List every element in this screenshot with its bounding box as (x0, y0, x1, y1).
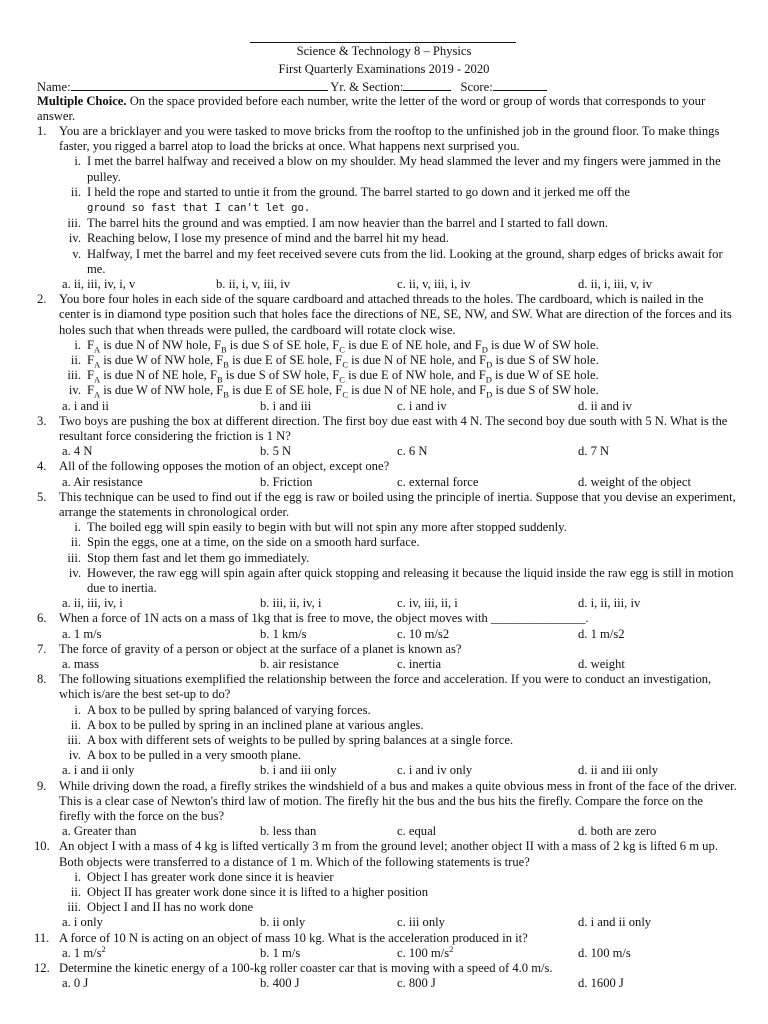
choice-c: c. 100 $m/s^2$ (397, 943, 454, 960)
question-12 (34, 961, 737, 976)
instructions (37, 94, 737, 124)
question-number: 3. (37, 413, 47, 428)
question-text: This technique can be used to find out if the egg is raw or boiled using the principle of inertia. Suppose that you devise an experiment, arrange the statements in chronological order. (59, 489, 736, 520)
choice-b: b. i and iii (260, 398, 312, 413)
question-number: 10. (34, 839, 50, 854)
choice-c: c. i and iv only (397, 763, 473, 778)
statement: iii. $F_A$ is due N of NE hole, $F_B$ is due S of SW hole, $F_C$ is due E of NW hole, and $F_D$ is due W of SE hole. (67, 368, 599, 385)
question-text: An object I with a mass of 4 kg is lifted vertically 3 m from the ground level; another object II with a mass of 2 kg is lifted 6 m up. Both objects were transferred to a distance of 1 m. Which of the following statements is true? (59, 839, 718, 869)
choice-a: a. mass (62, 657, 100, 672)
choices (37, 444, 737, 459)
choices (37, 627, 737, 642)
name-blank[interactable] (71, 79, 328, 91)
question-text: When a force of 1N acts on a mass of 1kg that is free to move, the object moves with _______________. (59, 611, 589, 626)
question-text: You bore four holes in each side of the square cardboard and attached threads to the holes. The cardboard, which is nailed in the center is in diamond type position such that holes face the directions of NE, SE, NW, and SW. What are direction of the forces and its holes such that when threads were pulled, the cardboard will rotate clock wise. (59, 292, 732, 337)
statement: iv. However, the raw egg will spin again after quick stopping and releasing it because the liquid inside the raw egg is still in motion due to inertia. (68, 565, 734, 596)
question-text: The following situations exemplified the relationship between the force and acceleration. If you were to conduct an investigation, which is/are the best set-up to do? (59, 672, 712, 702)
question-11 (34, 930, 737, 946)
question-text: A force of 10 N is acting on an object of mass 10 kg. What is the acceleration produced in it? (59, 930, 528, 945)
choice-d: d. ii and iv (578, 398, 632, 413)
choice-b: b. less than (260, 824, 317, 839)
statement: i. The boiled egg will spin easily to begin with but will not spin any more after stopped suddenly. (74, 520, 567, 535)
statement: v. Halfway, I met the barrel and my feet received severe cuts from the lid. Looking at the ground, sharp edges of bricks await for me. (72, 246, 723, 276)
statement: i. A box to be pulled by spring balanced of varying forces. (74, 702, 371, 717)
question-2 (37, 292, 737, 338)
choice-c: c. 6 N (397, 444, 428, 459)
choice-c: c. ii, v, iii, i, iv (397, 277, 471, 292)
question-number: 6. (37, 611, 47, 626)
top-rule (250, 42, 516, 43)
statement: ii. I held the rope and started to untie it from the ground. The barrel started to go down and it jerked me off the ground so fast that I can't let go. (70, 184, 631, 215)
choice-a: a. ii, iii, iv, i (62, 596, 123, 611)
question-text: While driving down the road, a firefly strikes the windshield of a bus and makes a quite obvious mess in front of the face of the driver. This is a clear case of Newton's third law of motion. The firefly hit the bus and the bus hits the firefly. Compare the force on the firefly with the force on the bus? (59, 778, 737, 824)
statement: iv. A box to be pulled in a very smooth plane. (68, 748, 302, 763)
name-label: Name: (37, 80, 71, 94)
choice-b: b. 1 km/s (260, 626, 307, 641)
question-text: All of the following opposes the motion of an object, except one? (59, 459, 390, 474)
choices (37, 915, 737, 930)
choice-d: d. i and ii only (578, 915, 652, 930)
score-label: Score: (460, 80, 493, 94)
choice-c: c. external force (397, 474, 479, 489)
question-number: 12. (34, 961, 50, 975)
choice-b: b. ii only (260, 915, 306, 930)
choices (37, 824, 737, 839)
choice-d: d. i, ii, iii, iv (578, 596, 641, 611)
statement: i. I met the barrel halfway and received a blow on my shoulder. My head slammed the lever and my fingers were jammed in the pulley. (74, 154, 721, 184)
statement: iv. $F_A$ is due W of NW hole, $F_B$ is due E of SE hole, $F_C$ is due N of NE hole, and $F_D$ is due S of SW hole. (68, 383, 599, 400)
choice-b: b. iii, ii, iv, i (260, 596, 322, 611)
choice-c: c. i and iv (397, 398, 447, 413)
choice-b: b. air resistance (260, 657, 339, 672)
question-number: 5. (37, 489, 47, 504)
question-text: The force of gravity of a person or object at the surface of a planet is known as? (59, 641, 462, 656)
statement: iii. Stop them fast and let them go immediately. (67, 550, 310, 565)
choice-d: d. ii, i, iii, v, iv (578, 277, 653, 292)
question-text: You are a bricklayer and you were tasked to move bricks from the rooftop to the unfinished job in the ground floor. To make things faster, you rigged a barrel atop to load the bricks at once. What happens next surprised you. (59, 124, 720, 154)
choice-c: c. iv, iii, ii, i (397, 596, 458, 611)
choice-a: a. i and ii (62, 398, 109, 413)
choice-d: d. ii and iii only (578, 763, 659, 778)
question-number: 11. (34, 930, 50, 945)
choice-d: d. 100 m/s (578, 945, 631, 960)
choice-b: b. 1 m/s (260, 945, 301, 960)
choice-c: c. 800 J (397, 976, 436, 991)
choices (37, 399, 737, 414)
choices (37, 596, 737, 611)
statement: i. Object I has greater work done since it is heavier (74, 869, 334, 884)
choices (37, 475, 737, 490)
choice-a: a. ii, iii, iv, i, v (62, 277, 136, 292)
choice-d: d. 1600 J (578, 976, 624, 991)
question-7 (37, 642, 737, 657)
question-9 (37, 779, 737, 825)
choices (37, 277, 737, 292)
statement: ii. $F_A$ is due W of NW hole, $F_B$ is due E of SE hole, $F_C$ is due N of NE hole, and $F_D$ is due S of SW hole. (70, 353, 599, 370)
choice-d: d. 7 N (578, 444, 610, 459)
choice-a: a. Greater than (62, 824, 137, 839)
choice-b: b. ii, i, v, iii, iv (216, 277, 291, 292)
choice-a: a. 4 N (62, 444, 93, 459)
statement: i. $F_A$ is due N of NW hole, $F_B$ is due S of SE hole, $F_C$ is due E of NE hole, and $F_D$ is due W of SW hole. (74, 337, 599, 355)
yr-section-label: Yr. & Section: (330, 80, 404, 94)
choice-d: d. weight (578, 657, 625, 672)
choice-a: a. 1 $m/s^2$ (62, 943, 106, 960)
question-number: 2. (37, 292, 47, 307)
questions-list (34, 124, 737, 991)
choices (37, 763, 737, 778)
question-number: 9. (37, 778, 47, 793)
choice-c: c. iii only (397, 915, 445, 930)
question-number: 4. (37, 459, 47, 474)
choice-c: c. 10 m/s2 (397, 626, 450, 641)
choice-b: b. i and iii only (260, 763, 337, 778)
choices (37, 943, 737, 961)
statement: ii. A box to be pulled by spring in an inclined plane at various angles. (70, 717, 424, 732)
choice-a: a. i and ii only (62, 763, 135, 778)
question-8 (37, 672, 737, 702)
question-3 (37, 414, 737, 444)
question-number: 8. (37, 672, 47, 687)
statement: iii. The barrel hits the ground and was emptied. I am now heavier than the barrel and I started to fall down. (67, 216, 609, 231)
question-text: Determine the kinetic energy of a 100-kg roller coaster car that is moving with a speed of 4.0 m/s. (59, 961, 553, 975)
choice-d: d. both are zero (578, 824, 657, 839)
question-number: 1. (37, 124, 47, 138)
instructions-text: On the space provided before each number, write the letter of the word or group of words that corresponds to your answer. (37, 94, 706, 124)
choices (37, 976, 737, 991)
question-5 (37, 490, 737, 520)
instructions-lead: Multiple Choice. (37, 94, 127, 108)
choice-b: b. 5 N (260, 444, 292, 459)
statement: iv. Reaching below, I lose my presence of mind and the barrel hit my head. (68, 231, 449, 246)
question-text: Two boys are pushing the box at different direction. The first boy due east with 4 N. The second boy due south with 5 N. What is the resultant force considering the friction is 1 N? (59, 413, 728, 444)
choice-d: d. 1 m/s2 (578, 626, 625, 641)
yr-section-blank[interactable] (403, 79, 451, 91)
choice-b: b. 400 J (260, 976, 300, 991)
question-4 (37, 459, 737, 474)
question-10 (34, 839, 737, 869)
choice-c: c. inertia (397, 657, 442, 672)
statement: iii. Object I and II has no work done (67, 900, 254, 915)
student-info-line (37, 79, 547, 95)
choice-d: d. weight of the object (578, 474, 691, 489)
question-1 (37, 124, 737, 154)
choice-a: a. 1 m/s (62, 626, 102, 641)
choices (37, 657, 737, 672)
statement: ii. Spin the eggs, one at a time, on the side on a smooth hard surface. (70, 535, 420, 550)
statement: iii. A box with different sets of weights to be pulled by spring balances at a single force. (67, 733, 514, 748)
statement: ii. Object II has greater work done since it is lifted to a higher position (70, 885, 428, 900)
exam-subtitle: First Quarterly Examinations 2019 - 2020 (278, 62, 490, 76)
choice-a: a. 0 J (62, 976, 89, 991)
score-blank[interactable] (493, 79, 547, 91)
choice-c: c. equal (397, 824, 437, 839)
choice-a: a. i only (62, 915, 103, 930)
exam-title: Science & Technology 8 – Physics (296, 44, 472, 58)
question-6 (37, 611, 737, 626)
choice-b: b. Friction (260, 474, 313, 489)
question-number: 7. (37, 641, 47, 656)
choice-a: a. Air resistance (62, 474, 143, 489)
